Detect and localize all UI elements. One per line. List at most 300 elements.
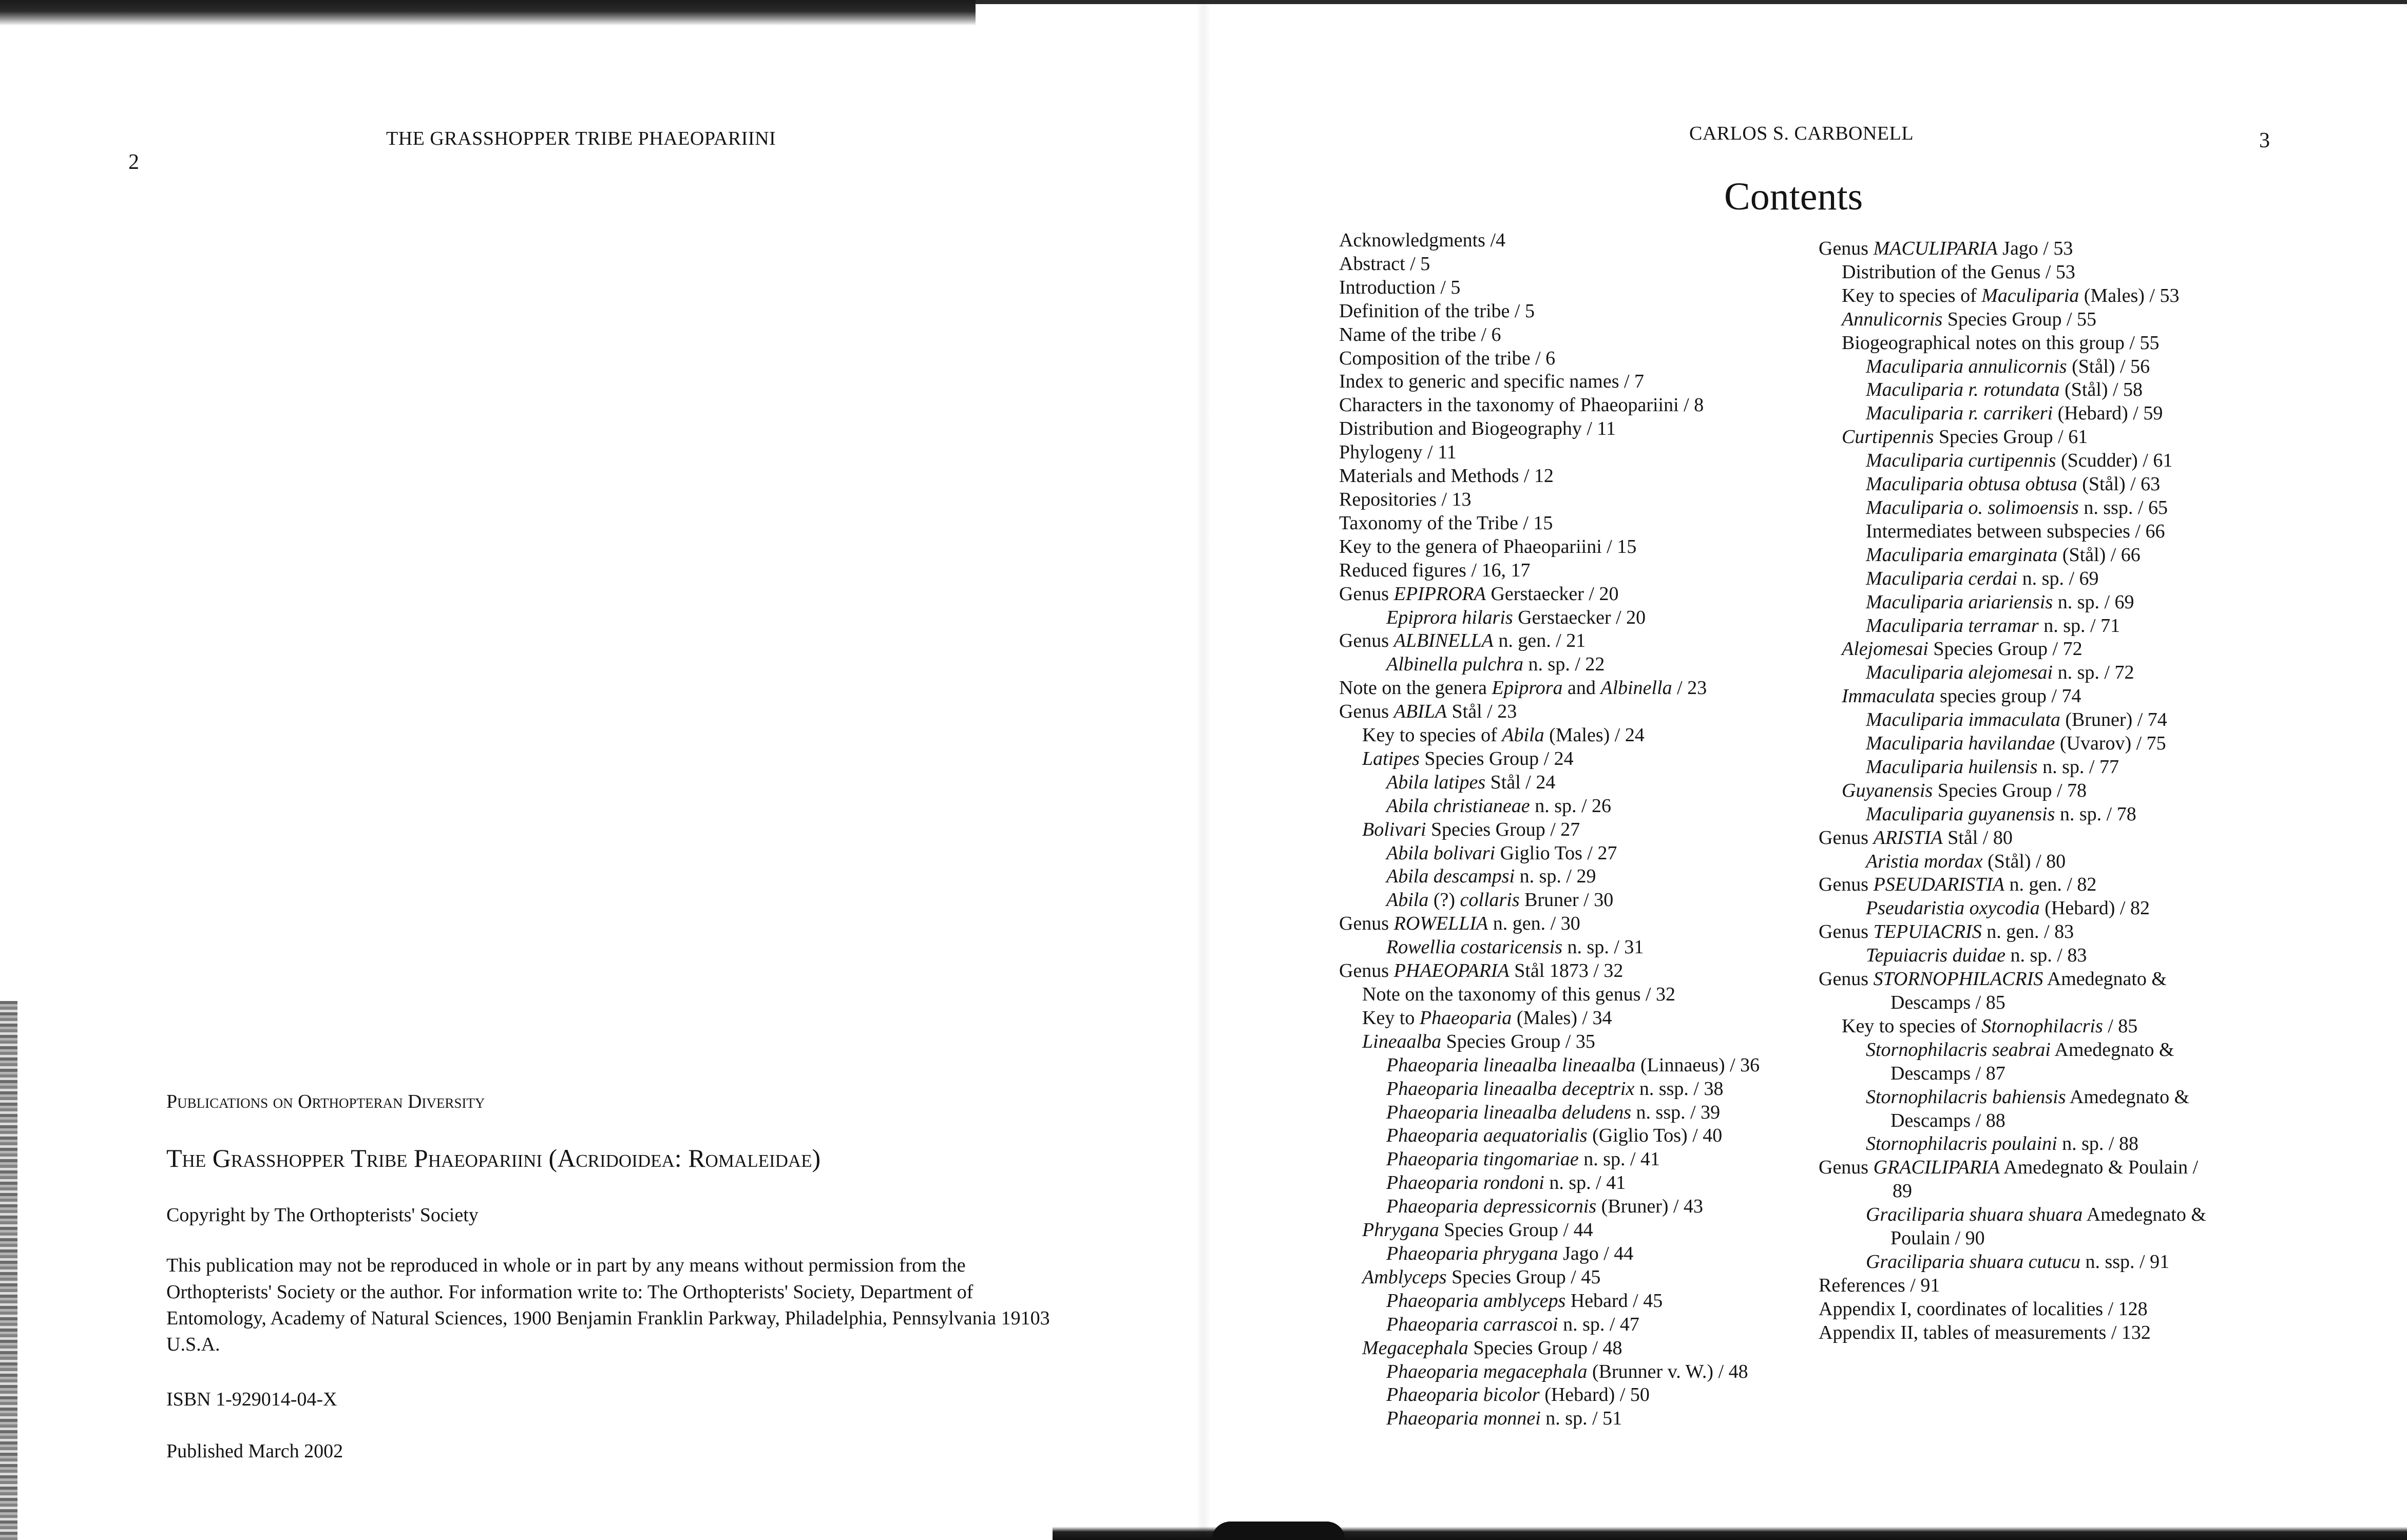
toc-entry: [1819, 1062, 2206, 1086]
toc-entry-text: / 85: [2103, 1015, 2138, 1037]
toc-entry: [1819, 944, 2206, 968]
toc-entry-taxon: Albinella: [1600, 677, 1672, 699]
toc-entry-text: n. ssp. / 39: [1631, 1101, 1721, 1123]
toc-entry-text: n. sp. / 29: [1515, 865, 1596, 888]
toc-entry-text: Definition of the tribe / 5: [1339, 300, 1535, 322]
toc-entry: [1339, 653, 1760, 677]
toc-entry-text: n. ssp. / 91: [2080, 1250, 2170, 1273]
toc-entry-taxon: TEPUIACRIS: [1873, 921, 1982, 943]
toc-entry-text: Species Group / 44: [1439, 1219, 1593, 1241]
toc-entry: [1339, 370, 1760, 394]
toc-entry-text: Genus: [1819, 1157, 1874, 1179]
toc-entry-taxon: Lineaalba: [1362, 1030, 1442, 1052]
toc-entry: [1339, 1337, 1760, 1360]
toc-entry-taxon: Phaeoparia: [1419, 1007, 1512, 1029]
toc-entry-text: Distribution of the Genus / 53: [1842, 261, 2075, 283]
toc-entry-text: Hebard / 45: [1565, 1289, 1663, 1312]
toc-entry-taxon: Phaeoparia depressicornis: [1386, 1196, 1597, 1218]
toc-entry-text: (Linnaeus) / 36: [1635, 1054, 1760, 1076]
toc-entry-taxon: Maculiparia r. rotundata: [1866, 379, 2060, 401]
toc-entry-text: Taxonomy of the Tribe / 15: [1339, 512, 1553, 534]
toc-entry-text: Genus: [1819, 968, 1874, 990]
toc-entry-text: (Stål) / 58: [2059, 379, 2143, 401]
toc-entry: [1339, 1101, 1760, 1125]
toc-entry-text: n. sp. / 47: [1558, 1313, 1639, 1335]
toc-entry: [1819, 284, 2206, 308]
toc-entry-text: Stål / 24: [1485, 771, 1556, 793]
toc-entry: [1819, 1109, 2206, 1133]
toc-entry-taxon: Maculiparia annulicornis: [1866, 355, 2067, 377]
toc-entry: [1339, 936, 1760, 959]
toc-entry: [1339, 1171, 1760, 1195]
toc-entry-text: (Scudder) / 61: [2056, 450, 2173, 472]
toc-entry-taxon: PSEUDARISTIA: [1873, 874, 2004, 896]
toc-entry-text: (Uvarov) / 75: [2055, 733, 2166, 755]
toc-entry: [1339, 1219, 1760, 1242]
toc-entry-text: Species Group / 48: [1468, 1337, 1622, 1359]
toc-entry-text: (Males) / 53: [2079, 284, 2180, 306]
toc-entry-text: Biogeographical notes on this group / 55: [1842, 332, 2160, 354]
toc-entry: [1819, 426, 2206, 449]
toc-entry-text: Jago / 53: [1997, 238, 2073, 259]
toc-entry: [1339, 1007, 1760, 1030]
toc-entry-taxon: Phaeoparia monnei: [1386, 1408, 1541, 1430]
series-title: Publications on Orthopteran Diversity: [166, 1091, 485, 1112]
toc-entry: [1819, 1015, 2206, 1038]
toc-entry-text: Abstract / 5: [1339, 253, 1430, 275]
toc-entry-text: n. sp. / 22: [1523, 653, 1605, 676]
toc-entry-taxon: Bolivari: [1362, 818, 1426, 840]
toc-entry-taxon: ARISTIA: [1873, 826, 1943, 849]
toc-entry-text: n. sp. / 41: [1578, 1148, 1660, 1170]
toc-entry: [1819, 661, 2206, 685]
toc-entry: [1819, 991, 2206, 1015]
toc-entry-taxon: Maculiparia cerdai: [1866, 567, 2018, 589]
toc-entry-text: Genus: [1819, 826, 1874, 849]
toc-entry-taxon: Abila descampsi: [1386, 865, 1515, 888]
toc-entry-taxon: Maculiparia obtusa obtusa: [1866, 473, 2077, 495]
toc-entry-taxon: Phaeoparia aequatorialis: [1386, 1125, 1588, 1147]
toc-entry-text: n. gen. / 30: [1488, 913, 1580, 935]
toc-entry: [1339, 795, 1760, 818]
contents-heading: Contents: [1724, 175, 1863, 218]
toc-entry-text: (Males) / 24: [1544, 724, 1645, 746]
toc-entry-text: Genus: [1819, 874, 1874, 896]
toc-entry-taxon: Phaeoparia lineaalba deceptrix: [1386, 1077, 1635, 1100]
toc-entry: [1339, 229, 1760, 253]
toc-entry-text: (Hebard) / 82: [2039, 897, 2150, 919]
toc-entry-text: (?): [1428, 889, 1460, 911]
isbn: ISBN 1-929014-04-X: [166, 1388, 337, 1410]
toc-entry: [1339, 865, 1760, 889]
toc-entry-text: Name of the tribe / 6: [1339, 323, 1501, 345]
toc-entry: [1819, 826, 2206, 850]
toc-entry-text: Characters in the taxonomy of Phaeopariini / 8: [1339, 394, 1704, 416]
toc-entry-taxon: Abila christianeae: [1386, 795, 1530, 817]
toc-entry-text: n. sp. / 51: [1540, 1408, 1622, 1430]
toc-entry-text: (Stål) / 56: [2067, 355, 2150, 377]
toc-entry-text: (Stål) / 80: [1982, 850, 2066, 872]
toc-entry-taxon: EPIPRORA: [1393, 583, 1486, 605]
toc-entry-text: Species Group / 78: [1933, 779, 2087, 801]
toc-entry-taxon: Phaeoparia amblyceps: [1386, 1289, 1566, 1312]
toc-entry: [1339, 889, 1760, 912]
toc-entry-text: Key to species of: [1842, 1015, 1982, 1037]
toc-entry: [1819, 1321, 2206, 1345]
toc-entry-taxon: Phaeoparia tingomariae: [1386, 1148, 1579, 1170]
toc-entry-taxon: MACULIPARIA: [1873, 238, 1998, 259]
toc-entry-taxon: Immaculata: [1842, 685, 1935, 707]
toc-entry-text: n. sp. / 72: [2053, 662, 2134, 684]
toc-entry-taxon: Abila: [1386, 889, 1429, 911]
toc-entry-text: 89: [1893, 1180, 1912, 1202]
toc-entry-text: Repositories / 13: [1339, 488, 1472, 510]
toc-entry: [1339, 1383, 1760, 1407]
toc-entry-taxon: Graciliparia shuara shuara: [1866, 1204, 2083, 1226]
toc-entry: [1339, 1030, 1760, 1054]
toc-entry: [1819, 1156, 2206, 1180]
toc-entry-taxon: ABILA: [1393, 701, 1447, 723]
toc-entry: [1819, 873, 2206, 897]
toc-entry-text: Gerstaecker / 20: [1513, 606, 1646, 628]
toc-entry-taxon: Phaeoparia bicolor: [1386, 1384, 1540, 1406]
toc-entry: [1339, 1289, 1760, 1313]
toc-entry-text: (Bruner) / 74: [2060, 709, 2167, 731]
toc-entry-text: (Hebard) / 59: [2053, 402, 2163, 425]
toc-entry-taxon: Maculiparia guyanensis: [1866, 803, 2055, 825]
toc-entry-text: Species Group / 24: [1419, 747, 1574, 769]
toc-entry-text: Genus: [1339, 630, 1394, 652]
toc-entry-text: n. gen. / 83: [1981, 921, 2074, 943]
toc-entry-text: n. ssp. / 38: [1634, 1077, 1724, 1100]
toc-entry-taxon: Stornophilacris bahiensis: [1866, 1086, 2066, 1108]
toc-entry-text: Amedegnato & Poulain /: [1999, 1157, 2199, 1179]
toc-entry-text: n. sp. / 88: [2057, 1133, 2138, 1155]
running-head-left: THE GRASSHOPPER TRIBE PHAEOPARIINI: [386, 128, 776, 149]
toc-entry: [1819, 332, 2206, 355]
toc-entry: [1819, 308, 2206, 332]
toc-entry-text: n. sp. / 69: [2053, 591, 2134, 613]
toc-entry-taxon: Abila: [1502, 724, 1544, 746]
toc-entry: [1819, 544, 2206, 567]
toc-entry-taxon: Phaeoparia lineaalba deludens: [1386, 1101, 1632, 1123]
toc-entry-text: Species Group / 27: [1426, 818, 1580, 840]
toc-entry-taxon: Maculiparia emarginata: [1866, 544, 2058, 566]
toc-entry: [1819, 685, 2206, 708]
toc-entry-text: Appendix II, tables of measurements / 132: [1819, 1321, 2151, 1343]
toc-entry-text: Amedegnato &: [2083, 1204, 2206, 1226]
toc-entry: [1339, 1242, 1760, 1266]
toc-entry-taxon: Abila latipes: [1386, 771, 1486, 793]
toc-entry: [1339, 323, 1760, 347]
toc-entry-taxon: Epiprora: [1492, 677, 1563, 699]
toc-entry-taxon: ALBINELLA: [1393, 630, 1494, 652]
toc-entry: [1819, 1274, 2206, 1298]
toc-entry: [1339, 606, 1760, 630]
toc-entry: [1819, 803, 2206, 826]
toc-entry: [1819, 920, 2206, 944]
toc-entry: [1819, 1250, 2206, 1274]
toc-entry: [1819, 756, 2206, 779]
toc-column-left: [1339, 229, 1760, 1431]
toc-entry-taxon: Alejomesai: [1842, 638, 1928, 660]
toc-entry-text: Species Group / 55: [1942, 308, 2097, 330]
toc-entry-taxon: Pseudaristia oxycodia: [1866, 897, 2040, 919]
toc-entry-text: (Brunner v. W.) / 48: [1587, 1360, 1748, 1382]
toc-entry-text: / 23: [1672, 677, 1707, 699]
toc-entry-taxon: Graciliparia shuara cutucu: [1866, 1250, 2080, 1273]
toc-entry: [1339, 559, 1760, 583]
toc-entry-text: Poulain / 90: [1890, 1227, 1985, 1249]
toc-entry-text: Distribution and Biogeography / 11: [1339, 418, 1616, 440]
toc-entry-text: (Giglio Tos) / 40: [1587, 1125, 1723, 1147]
toc-entry: [1339, 1054, 1760, 1077]
toc-entry-taxon: Phaeoparia lineaalba lineaalba: [1386, 1054, 1636, 1076]
toc-entry: [1339, 700, 1760, 724]
toc-entry: [1339, 512, 1760, 535]
toc-entry-text: References / 91: [1819, 1274, 1940, 1296]
toc-entry: [1819, 1227, 2206, 1250]
toc-entry-taxon: Abila bolivari: [1386, 842, 1496, 864]
toc-entry-taxon: GRACILIPARIA: [1873, 1157, 2000, 1179]
toc-entry-text: Stål 1873 / 32: [1509, 960, 1623, 982]
toc-entry-text: and: [1562, 677, 1601, 699]
toc-entry-taxon: Maculiparia huilensis: [1866, 756, 2038, 778]
toc-entry: [1819, 261, 2206, 284]
page-number-left: 2: [128, 150, 139, 174]
toc-entry-text: Index to generic and specific names / 7: [1339, 371, 1645, 393]
toc-entry-text: Amedegnato &: [2050, 1038, 2174, 1061]
toc-entry-taxon: Latipes: [1362, 747, 1420, 769]
toc-entry: [1819, 614, 2206, 638]
toc-entry-taxon: Maculiparia r. carrikeri: [1866, 402, 2053, 425]
toc-entry-taxon: Stornophilacris poulaini: [1866, 1133, 2057, 1155]
toc-entry: [1819, 402, 2206, 426]
toc-entry-text: Acknowledgments /4: [1339, 229, 1506, 251]
toc-entry-taxon: Rowellia costaricensis: [1386, 936, 1563, 958]
toc-entry-text: Genus: [1339, 701, 1394, 723]
toc-entry-text: Reduced figures / 16, 17: [1339, 559, 1531, 581]
toc-entry-text: Stål / 80: [1942, 826, 2013, 849]
toc-entry: [1339, 818, 1760, 842]
toc-entry: [1819, 732, 2206, 756]
book-title: The Grasshopper Tribe Phaeopariini (Acridoidea: Romaleidae): [166, 1144, 821, 1173]
toc-entry: [1819, 708, 2206, 732]
toc-entry-text: n. sp. / 26: [1530, 795, 1612, 817]
toc-entry: [1819, 968, 2206, 991]
toc-entry: [1339, 747, 1760, 771]
toc-entry-text: n. gen. / 21: [1493, 630, 1586, 652]
toc-entry-taxon: Curtipennis: [1842, 426, 1934, 448]
toc-entry-text: Introduction / 5: [1339, 276, 1461, 298]
toc-entry: [1339, 677, 1760, 700]
toc-entry-taxon: ROWELLIA: [1393, 913, 1488, 935]
toc-entry-text: Genus: [1819, 238, 1874, 259]
toc-entry: [1339, 583, 1760, 606]
toc-entry-taxon: Megacephala: [1362, 1337, 1468, 1359]
toc-entry: [1339, 347, 1760, 371]
toc-entry-text: Descamps / 88: [1890, 1109, 2005, 1131]
toc-entry-taxon: Epiprora hilaris: [1386, 606, 1513, 628]
toc-entry-text: Bruner / 30: [1519, 889, 1614, 911]
toc-entry-text: n. gen. / 82: [2004, 874, 2097, 896]
toc-entry-taxon: Maculiparia ariariensis: [1866, 591, 2053, 613]
toc-entry-taxon: Maculiparia o. solimoensis: [1866, 496, 2079, 518]
permission-notice: This publication may not be reproduced in whole or in part by any means without permission from the Orthopterists' Society or the author. For information write to: The Orthopterists' Society, Department of Entomology, Academy of Natural Sciences, 1900 Benjamin Franklin Parkway, Philadelphia, Pennsylvania 19103 U.S.A.: [166, 1255, 1050, 1356]
toc-entry-text: Amedegnato &: [2066, 1086, 2190, 1108]
toc-entry: [1339, 983, 1760, 1007]
toc-entry-text: n. ssp. / 65: [2078, 496, 2168, 518]
toc-entry-text: Key to species of: [1842, 284, 1982, 306]
toc-entry-taxon: Phaeoparia rondoni: [1386, 1172, 1544, 1194]
toc-entry-taxon: Phaeoparia megacephala: [1386, 1360, 1588, 1382]
toc-entry: [1819, 355, 2206, 379]
toc-entry-text: Genus: [1339, 583, 1394, 605]
toc-entry: [1339, 724, 1760, 747]
toc-entry: [1819, 1203, 2206, 1227]
toc-entry: [1819, 237, 2206, 261]
imprint-block: [166, 1088, 1091, 1465]
toc-entry: [1339, 1266, 1760, 1289]
toc-entry: [1339, 1360, 1760, 1384]
toc-entry-taxon: Albinella pulchra: [1386, 653, 1524, 676]
toc-entry-text: Species Group / 61: [1934, 426, 2088, 448]
toc-entry: [1339, 253, 1760, 276]
toc-entry-text: Species Group / 45: [1446, 1266, 1601, 1288]
toc-entry: [1819, 1038, 2206, 1062]
toc-entry-text: Note on the genera: [1339, 677, 1492, 699]
toc-entry: [1339, 1195, 1760, 1219]
toc-entry-text: (Stål) / 66: [2057, 544, 2141, 566]
toc-entry-text: Amedegnato &: [2043, 968, 2167, 990]
toc-entry: [1339, 1148, 1760, 1171]
toc-entry-text: Note on the taxonomy of this genus / 32: [1362, 984, 1676, 1005]
toc-entry-text: n. sp. / 78: [2055, 803, 2136, 825]
toc-entry-text: Stål / 23: [1447, 701, 1517, 723]
toc-entry: [1819, 779, 2206, 803]
toc-entry: [1339, 1124, 1760, 1148]
toc-entry-taxon: Maculiparia terramar: [1866, 614, 2039, 637]
toc-entry: [1339, 394, 1760, 417]
toc-entry: [1819, 850, 2206, 874]
toc-entry-text: Jago / 44: [1558, 1242, 1634, 1264]
toc-entry: [1339, 1077, 1760, 1101]
toc-entry: [1819, 520, 2206, 544]
toc-entry: [1819, 1132, 2206, 1156]
toc-entry-text: Key to the genera of Phaeopariini / 15: [1339, 535, 1637, 557]
toc-entry: [1819, 591, 2206, 614]
toc-entry-taxon: Maculiparia immaculata: [1866, 709, 2060, 731]
running-head-right: CARLOS S. CARBONELL: [1689, 123, 1914, 144]
toc-entry: [1339, 535, 1760, 559]
toc-entry-text: Genus: [1819, 921, 1874, 943]
toc-entry-text: Key to species of: [1362, 724, 1502, 746]
toc-entry-text: Species Group / 35: [1441, 1030, 1595, 1052]
toc-entry-text: Materials and Methods / 12: [1339, 465, 1554, 487]
toc-entry: [1339, 300, 1760, 323]
toc-entry-text: (Bruner) / 43: [1596, 1196, 1704, 1218]
toc-entry-text: Key to: [1362, 1007, 1420, 1029]
toc-entry-text: (Hebard) / 50: [1539, 1384, 1650, 1406]
toc-entry: [1819, 1180, 2206, 1203]
toc-entry-text: n. sp. / 31: [1562, 936, 1644, 958]
toc-entry-text: n. sp. / 83: [2005, 945, 2087, 967]
toc-entry: [1819, 1086, 2206, 1109]
toc-entry: [1339, 959, 1760, 983]
toc-entry: [1339, 629, 1760, 653]
toc-entry-text: n. sp. / 41: [1544, 1172, 1626, 1194]
toc-entry-text: n. sp. / 77: [2037, 756, 2119, 778]
toc-entry-taxon: Maculiparia curtipennis: [1866, 450, 2056, 472]
toc-entry: [1819, 473, 2206, 496]
toc-entry-taxon: Phrygana: [1362, 1219, 1439, 1241]
toc-entry: [1339, 842, 1760, 865]
toc-entry-text: Intermediates between subspecies / 66: [1866, 520, 2165, 542]
toc-entry-text: Descamps / 87: [1890, 1062, 2005, 1084]
toc-entry: [1819, 449, 2206, 473]
toc-entry-taxon: Annulicornis: [1842, 308, 1943, 330]
toc-entry-text: Composition of the tribe / 6: [1339, 347, 1556, 369]
toc-entry-text: n. sp. / 69: [2017, 567, 2099, 589]
toc-entry: [1339, 441, 1760, 465]
toc-entry: [1819, 378, 2206, 402]
toc-entry-text: Species Group / 72: [1928, 638, 2083, 660]
toc-entry-text: Genus: [1339, 913, 1394, 935]
toc-entry-text: Genus: [1339, 960, 1394, 982]
toc-entry: [1819, 638, 2206, 661]
toc-entry: [1819, 897, 2206, 920]
toc-entry-taxon: STORNOPHILACRIS: [1873, 968, 2043, 990]
toc-entry-text: Giglio Tos / 27: [1495, 842, 1617, 864]
toc-entry-taxon: Maculiparia alejomesai: [1866, 662, 2053, 684]
toc-entry: [1339, 771, 1760, 795]
toc-entry: [1819, 567, 2206, 591]
toc-entry: [1819, 496, 2206, 520]
toc-entry-text: Appendix I, coordinates of localities / 128: [1819, 1298, 2148, 1320]
toc-entry: [1339, 488, 1760, 512]
toc-entry-text: (Stål) / 63: [2077, 473, 2161, 495]
toc-entry-taxon: Maculiparia havilandae: [1866, 733, 2055, 755]
toc-entry-taxon: Stornophilacris: [1981, 1015, 2103, 1037]
toc-entry-text: n. sp. / 71: [2038, 614, 2121, 637]
toc-entry: [1339, 465, 1760, 488]
toc-entry-text: Phylogeny / 11: [1339, 441, 1457, 464]
toc-entry: [1339, 1313, 1760, 1337]
toc-entry-taxon: Phaeoparia carrascoi: [1386, 1313, 1558, 1335]
toc-entry: [1819, 1298, 2206, 1321]
toc-column-right: [1819, 237, 2206, 1345]
toc-entry-taxon: Stornophilacris seabrai: [1866, 1038, 2051, 1061]
copyright-line: Copyright by The Orthopterists' Society: [166, 1204, 479, 1226]
toc-entry-text: species group / 74: [1935, 685, 2081, 707]
toc-entry: [1339, 276, 1760, 300]
toc-entry-text: Descamps / 85: [1890, 992, 2005, 1013]
toc-entry-taxon: Tepuiacris duidae: [1866, 945, 2005, 967]
toc-entry: [1339, 1407, 1760, 1431]
toc-entry: [1339, 417, 1760, 441]
toc-entry-taxon: Amblyceps: [1362, 1266, 1447, 1288]
toc-entry-taxon: Phaeoparia phrygana: [1386, 1242, 1558, 1264]
toc-entry-taxon: Maculiparia: [1981, 284, 2079, 306]
toc-entry-text: (Males) / 34: [1512, 1007, 1612, 1029]
toc-entry-text: Gerstaecker / 20: [1485, 583, 1619, 605]
toc-entry-taxon: Guyanensis: [1842, 779, 1933, 801]
toc-entry: [1339, 912, 1760, 936]
publication-date: Published March 2002: [166, 1440, 343, 1462]
page-number-right: 3: [2259, 129, 2270, 152]
toc-entry-taxon: Aristia mordax: [1866, 850, 1983, 872]
toc-entry-taxon: collaris: [1460, 889, 1520, 911]
